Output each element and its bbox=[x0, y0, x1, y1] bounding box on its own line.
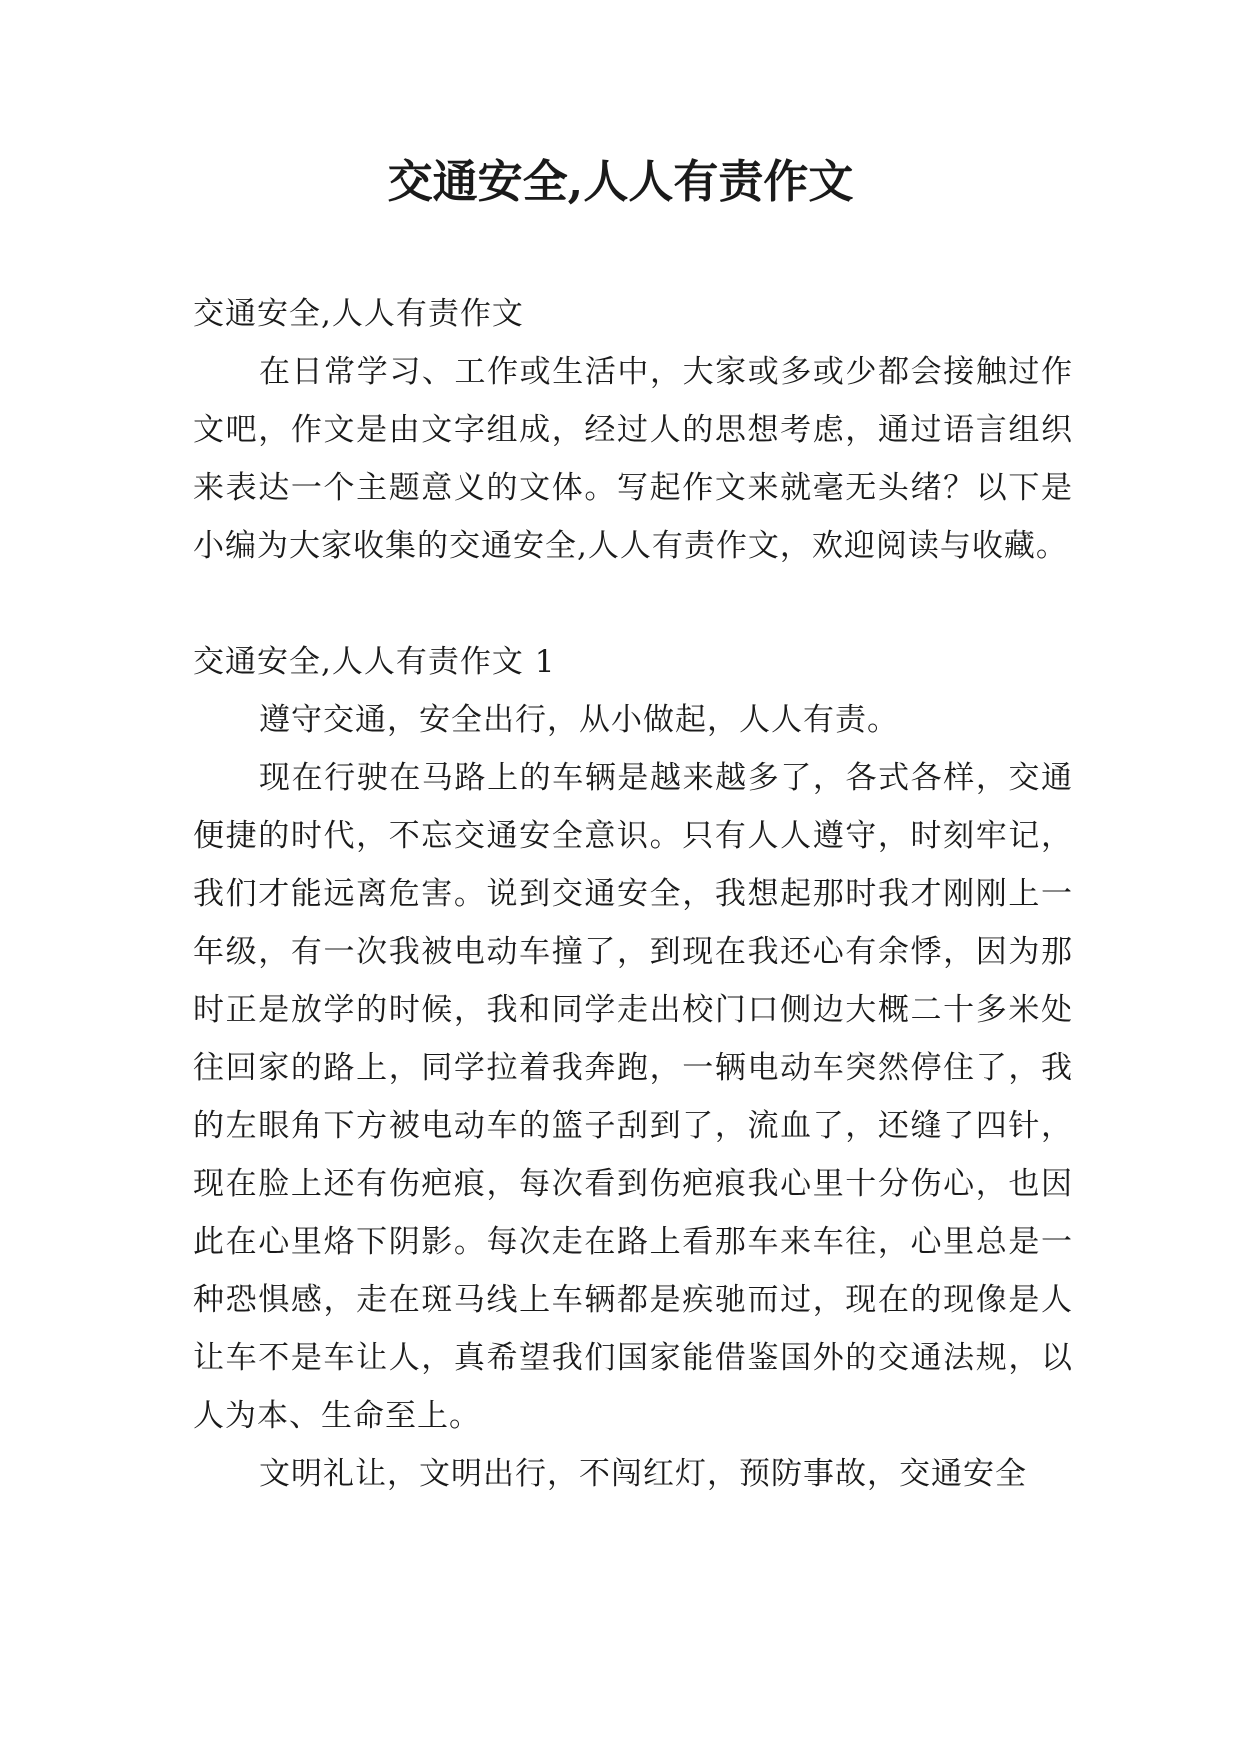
intro-heading: 交通安全,人人有责作文 bbox=[193, 296, 524, 332]
intro-paragraph: 在日常学习、工作或生活中，大家或多或少都会接触过作文吧，作文是由文字组成，经过人的思想考虑，通过语言组织来表达一个主题意义的文体。写起作文来就毫无头绪？以下是小编为大家收集的交通安全,人人有责作文，欢迎阅读与收藏。 bbox=[193, 354, 1073, 564]
section-spacer bbox=[193, 575, 1073, 633]
document-title: 交通安全,人人有责作文 bbox=[387, 155, 854, 208]
essay-1-heading: 交通安全,人人有责作文 1 bbox=[193, 644, 556, 680]
document-body bbox=[193, 285, 1073, 1503]
essay-1-paragraph-1: 遵守交通，安全出行，从小做起，人人有责。 bbox=[259, 702, 899, 738]
essay-1-paragraph-3: 文明礼让，文明出行，不闯红灯，预防事故，交通安全 bbox=[259, 1456, 1027, 1492]
essay-1-paragraph-2: 现在行驶在马路上的车辆是越来越多了，各式各样，交通便捷的时代，不忘交通安全意识。只有人人遵守，时刻牢记，我们才能远离危害。说到交通安全，我想起那时我才刚刚上一年级，有一次我被电动车撞了，到现在我还心有余悸，因为那时正是放学的时候，我和同学走出校门口侧边大概二十多米处往回家的路上，同学拉着我奔跑，一辆电动车突然停住了，我的左眼角下方被电动车的篮子刮到了，流血了，还缝了四针，现在脸上还有伤疤痕，每次看到伤疤痕我心里十分伤心，也因此在心里烙下阴影。每次走在路上看那车来车往，心里总是一种恐惧感，走在斑马线上车辆都是疾驰而过，现在的现像是人让车不是车让人，真希望我们国家能借鉴国外的交通法规，以人为本、生命至上。 bbox=[193, 760, 1073, 1434]
